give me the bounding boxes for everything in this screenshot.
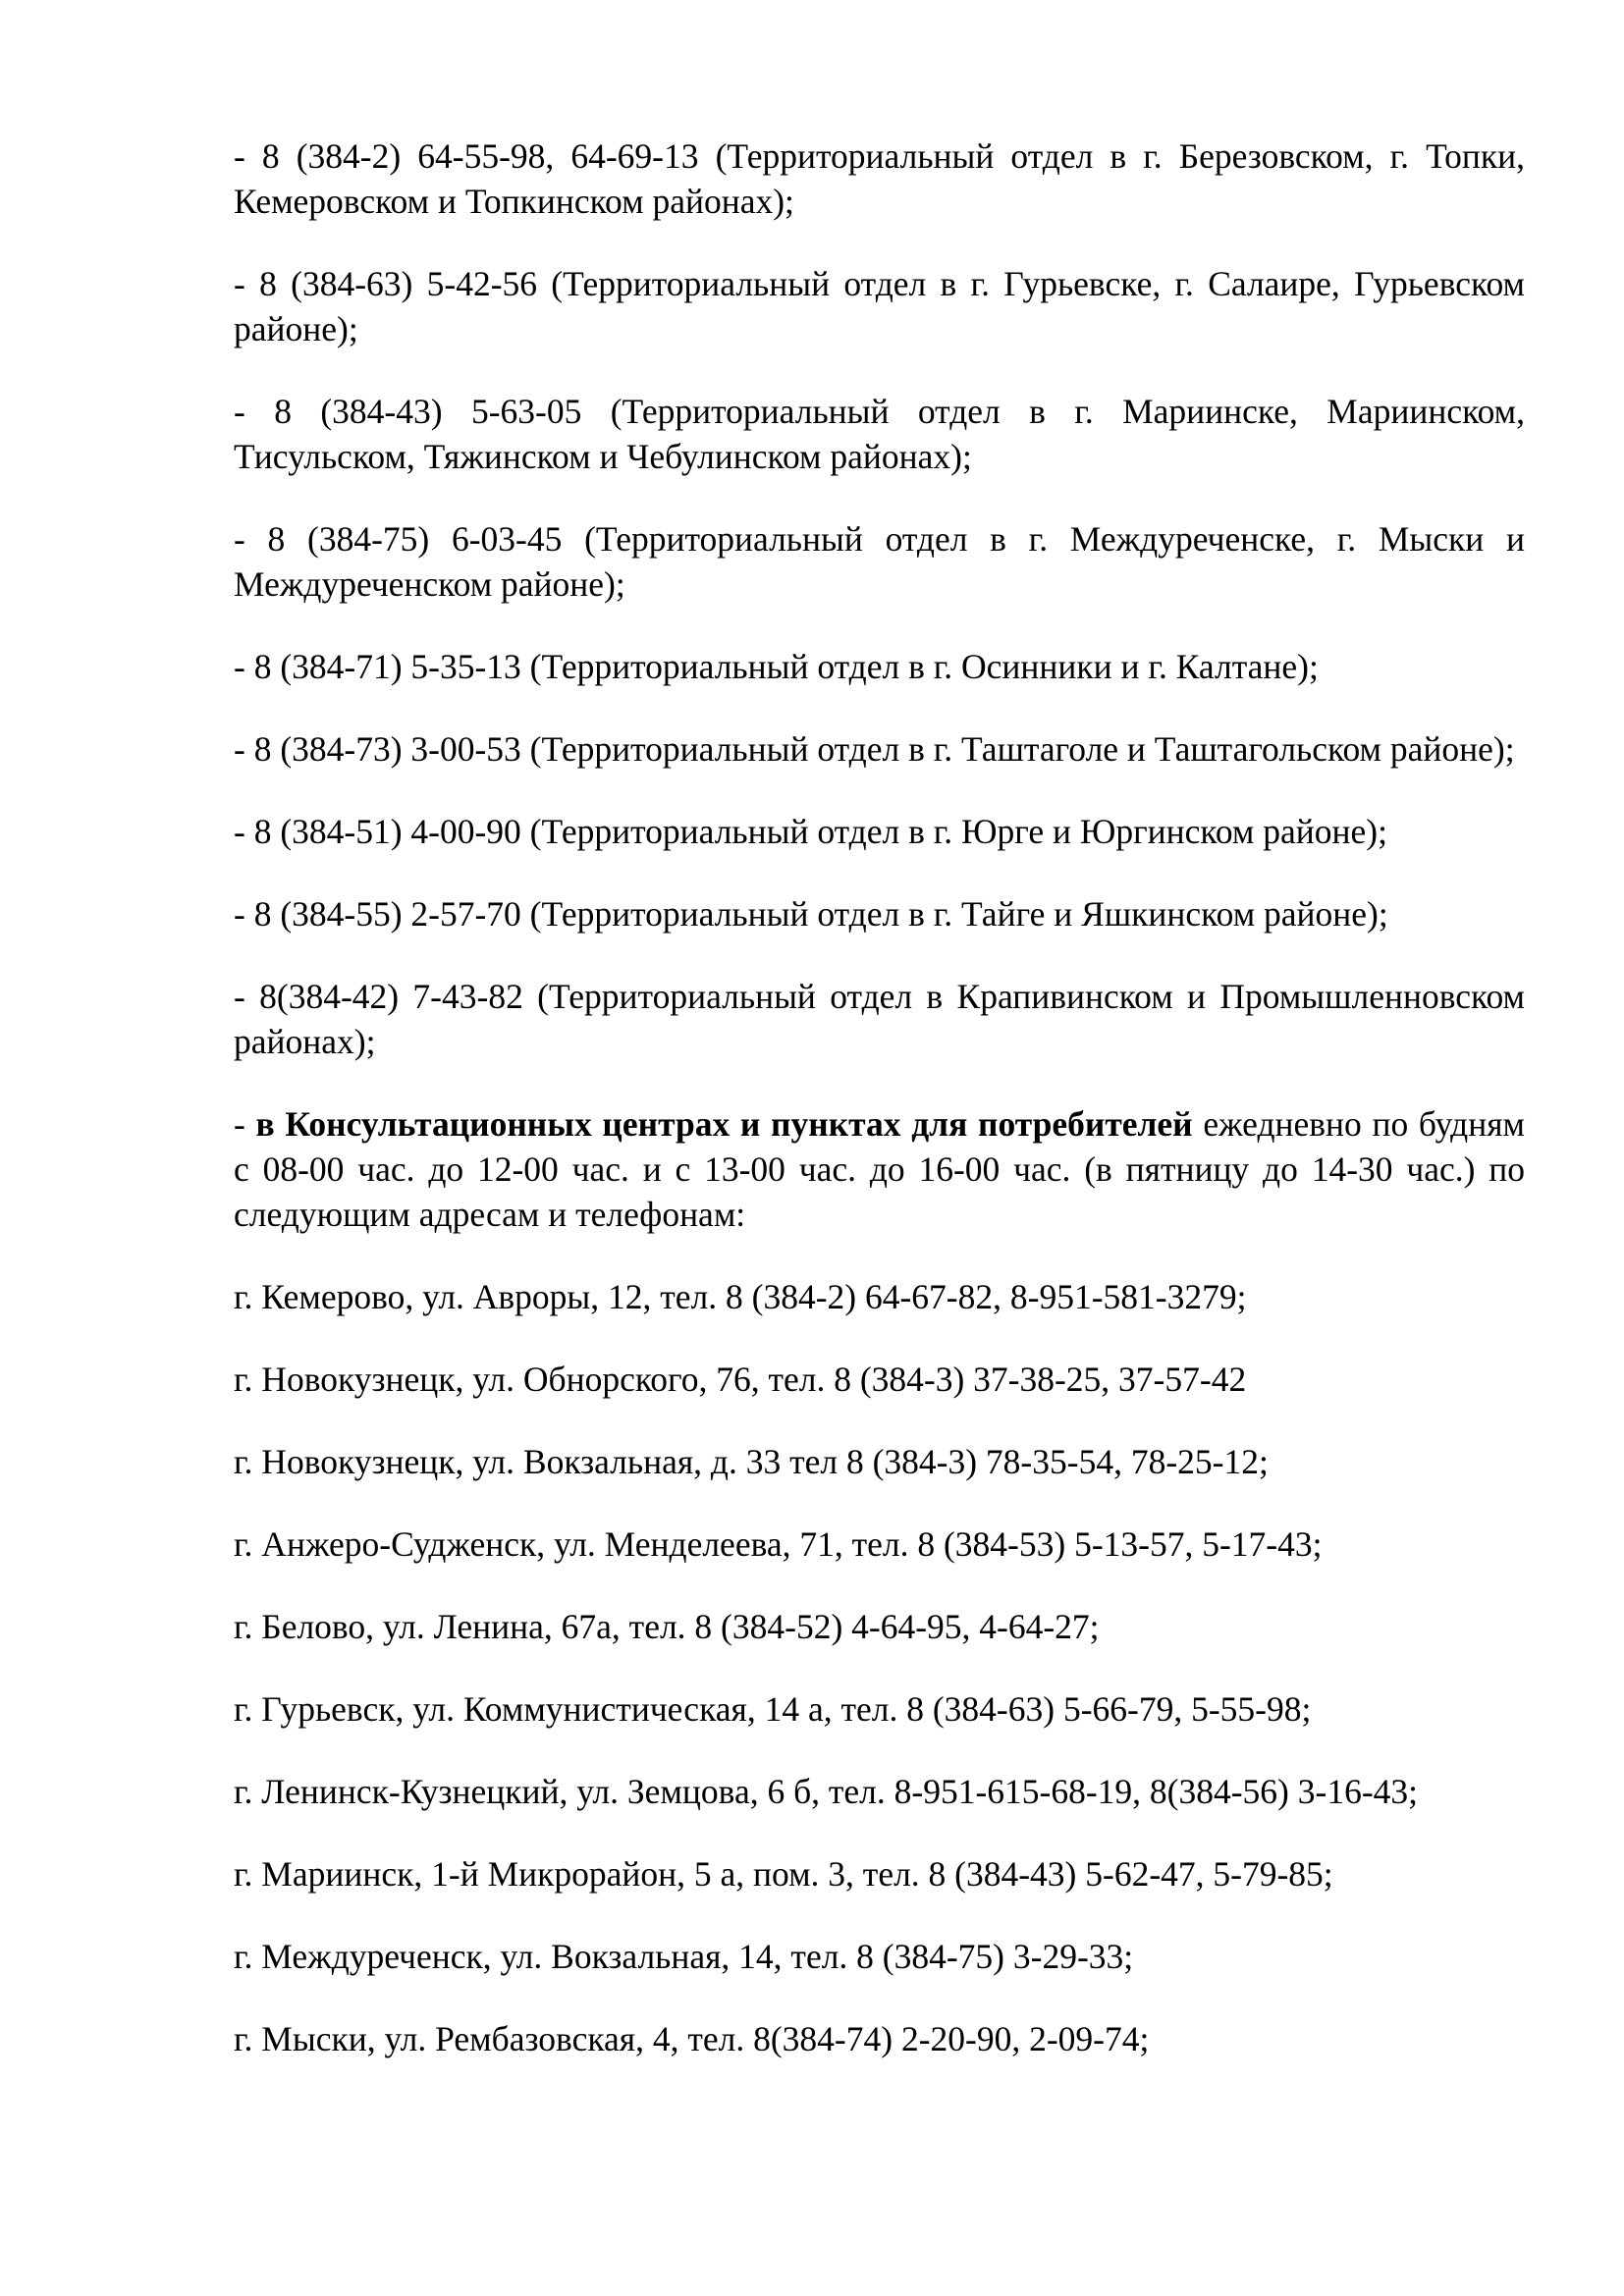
consultation-bold-heading: в Консультационных центрах и пунктах для потребителей	[255, 1104, 1193, 1144]
address-leninsk-kuznetsky: г. Ленинск-Кузнецкий, ул. Земцова, 6 б, тел. 8-951-615-68-19, 8(384-56) 3-16-43;	[234, 1772, 1419, 1811]
address-novokuznetsk-obnorskogo: г. Новокузнецк, ул. Обнорского, 76, тел. 8 (384-3) 37-38-25, 37-57-42	[234, 1360, 1247, 1399]
phone-entry-berezovsky: - 8 (384-2) 64-55-98, 64-69-13 (Территориальный отдел в г. Березовском, г. Топки, Кемеровском и Топкинском районах);	[234, 136, 1525, 221]
document-page	[234, 133, 1525, 2099]
address-guryevsk: г. Гурьевск, ул. Коммунистическая, 14 а, тел. 8 (384-63) 5-66-79, 5-55-98;	[234, 1689, 1312, 1729]
consultation-paragraph	[234, 1101, 1525, 1237]
address-mariinsk: г. Мариинск, 1-й Микрорайон, 5 а, пом. 3, тел. 8 (384-43) 5-62-47, 5-79-85;	[234, 1854, 1333, 1894]
address-anzhero-sudzhensk: г. Анжеро-Судженск, ул. Менделеева, 71, тел. 8 (384-53) 5-13-57, 5-17-43;	[234, 1524, 1323, 1564]
address-belovo: г. Белово, ул. Ленина, 67а, тел. 8 (384-52) 4-64-95, 4-64-27;	[234, 1607, 1100, 1646]
consultation-prefix: -	[234, 1104, 256, 1144]
address-myski: г. Мыски, ул. Рембазовская, 4, тел. 8(384-74) 2-20-90, 2-09-74;	[234, 2019, 1150, 2058]
address-novokuznetsk-vokzalnaya: г. Новокузнецк, ул. Вокзальная, д. 33 тел 8 (384-3) 78-35-54, 78-25-12;	[234, 1442, 1269, 1481]
phone-entry-osinniki: - 8 (384-71) 5-35-13 (Территориальный отдел в г. Осинники и г. Калтане);	[234, 647, 1319, 686]
phone-entry-mariinsk: - 8 (384-43) 5-63-05 (Территориальный отдел в г. Мариинске, Мариинском, Тисульском, Тяжинском и Чебулинском районах);	[234, 392, 1525, 476]
address-kemerovo: г. Кемерово, ул. Авроры, 12, тел. 8 (384-2) 64-67-82, 8-951-581-3279;	[234, 1277, 1247, 1316]
phone-entry-tayga: - 8 (384-55) 2-57-70 (Территориальный отдел в г. Тайге и Яшкинском районе);	[234, 894, 1388, 934]
consultation-schedule: ежедневно по будням с 08-00 час. до 12-00 час. и с 13-00 час. до 16-00 час. (в пятницу до 14-30 час.) по следующим адресам и телефонам:	[234, 1104, 1525, 1234]
phone-entry-guryevsk: - 8 (384-63) 5-42-56 (Территориальный отдел в г. Гурьевске, г. Салаире, Гурьевском районе);	[234, 264, 1525, 348]
phone-entry-yurga: - 8 (384-51) 4-00-90 (Территориальный отдел в г. Юрге и Юргинском районе);	[234, 812, 1387, 851]
phone-entry-krapivinsky: - 8(384-42) 7-43-82 (Территориальный отдел в Крапивинском и Промышленновском районах);	[234, 977, 1525, 1061]
phone-entry-tashtagol: - 8 (384-73) 3-00-53 (Территориальный отдел в г. Таштаголе и Таштагольском районе);	[234, 729, 1515, 769]
address-mezhdurechensk: г. Междуреченск, ул. Вокзальная, 14, тел. 8 (384-75) 3-29-33;	[234, 1937, 1134, 1976]
phone-entry-mezhdurechensk: - 8 (384-75) 6-03-45 (Территориальный отдел в г. Междуреченске, г. Мыски и Междуреченском районе);	[234, 519, 1525, 604]
